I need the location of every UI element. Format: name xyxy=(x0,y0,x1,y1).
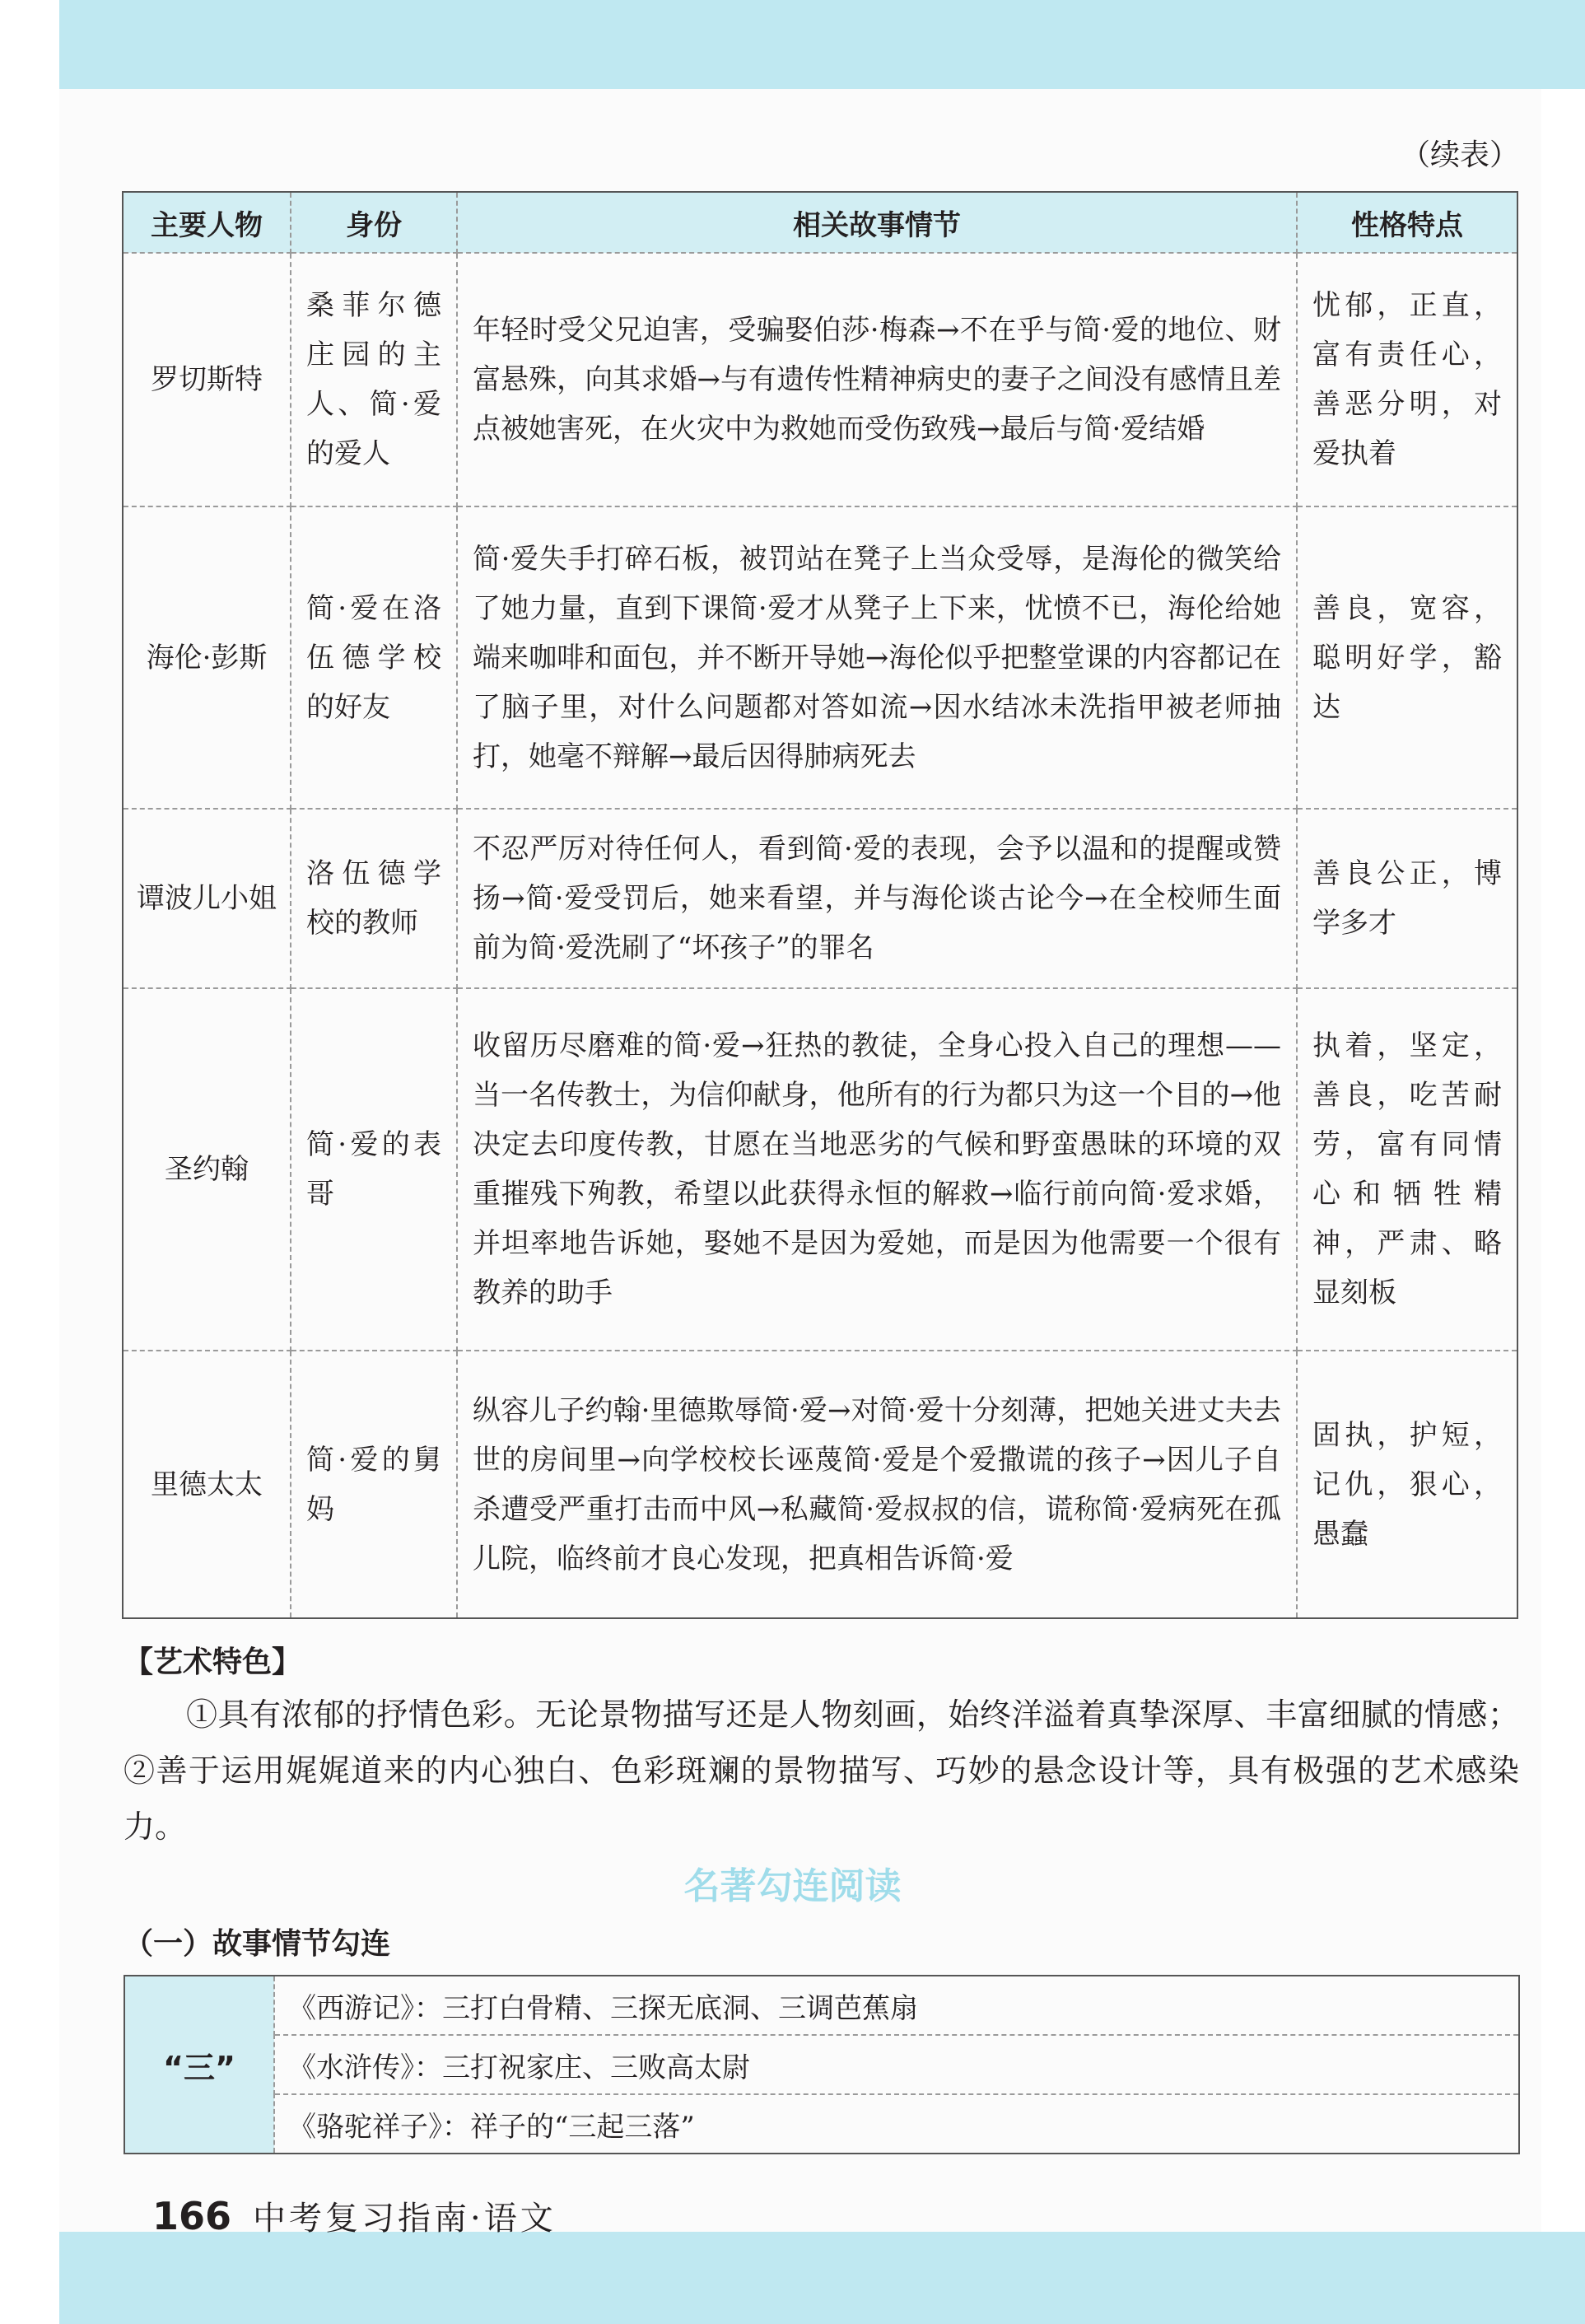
top-color-band xyxy=(0,0,1585,89)
character-plot: 简·爱失手打碎石板，被罚站在凳子上当众受辱，是海伦的微笑给了她力量，直到下课简·爱才从凳子上下来，忧愤不已，海伦给她端来咖啡和面包，并不断开导她→海伦似乎把整堂课的内容都记在了脑子里，对什么问题都对答如流→因水结冰未洗指甲被老师抽打，她毫不辩解→最后因得肺病死去 xyxy=(457,506,1297,809)
character-identity: 桑菲尔德庄园的主人、简·爱的爱人 xyxy=(291,253,457,506)
link-item: 《水浒传》：三打祝家庄、三败高太尉 xyxy=(274,2035,1519,2094)
table-row xyxy=(123,1351,1517,1618)
table-row xyxy=(124,1976,1519,2035)
table-row xyxy=(123,988,1517,1351)
page-number: 166 xyxy=(152,2194,232,2238)
character-plot: 纵容儿子约翰·里德欺辱简·爱→对简·爱十分刻薄，把她关进丈夫去世的房间里→向学校校长诬蔑简·爱是个爱撒谎的孩子→因儿子自杀遭受严重打击而中风→私藏简·爱叔叔的信，谎称简·爱病死在孤儿院，临终前才良心发现，把真相告诉简·爱 xyxy=(457,1351,1297,1618)
character-identity: 简·爱的舅妈 xyxy=(291,1351,457,1618)
table-row xyxy=(124,2035,1519,2094)
character-table xyxy=(122,191,1518,1619)
character-traits: 执着，坚定，善良，吃苦耐劳，富有同情心和牺牲精神，严肃、略显刻板 xyxy=(1297,988,1517,1351)
link-item: 《西游记》：三打白骨精、三探无底洞、三调芭蕉扇 xyxy=(274,1976,1519,2035)
page-footer xyxy=(152,2192,557,2239)
character-traits: 善良公正，博学多才 xyxy=(1297,809,1517,988)
character-name: 海伦·彭斯 xyxy=(123,506,291,809)
header-character: 主要人物 xyxy=(123,192,291,253)
table-header-row xyxy=(123,192,1517,253)
table-row xyxy=(123,506,1517,809)
table-row xyxy=(123,809,1517,988)
character-traits: 固执，护短，记仇，狠心，愚蠢 xyxy=(1297,1351,1517,1618)
character-plot: 收留历尽磨难的简·爱→狂热的教徒，全身心投入自己的理想——当一名传教士，为信仰献身，他所有的行为都只为这一个目的→他决定去印度传教，甘愿在当地恶劣的气候和野蛮愚昧的环境的双重摧残下殉教，希望以此获得永恒的解救→临行前向简·爱求婚，并坦率地告诉她，娶她不是因为爱她，而是因为他需要一个很有教养的助手 xyxy=(457,988,1297,1351)
header-plot: 相关故事情节 xyxy=(457,192,1297,253)
character-traits: 忧郁，正直，富有责任心，善恶分明，对爱执着 xyxy=(1297,253,1517,506)
plot-link-table xyxy=(124,1975,1520,2154)
character-identity: 简·爱的表哥 xyxy=(291,988,457,1351)
section-title: 名著勾连阅读 xyxy=(683,1865,902,1907)
character-name: 罗切斯特 xyxy=(123,253,291,506)
book-title: 中考复习指南·语文 xyxy=(253,2200,557,2238)
table-row xyxy=(123,253,1517,506)
link-item: 《骆驼祥子》：祥子的“三起三落” xyxy=(274,2094,1519,2154)
art-features-heading: 【艺术特色】 xyxy=(124,1645,302,1679)
header-traits: 性格特点 xyxy=(1297,192,1517,253)
character-identity: 简·爱在洛伍德学校的好友 xyxy=(291,506,457,809)
continued-label: （续表） xyxy=(1400,138,1519,172)
table-row xyxy=(124,2094,1519,2154)
character-name: 谭波儿小姐 xyxy=(123,809,291,988)
character-plot: 不忍严厉对待任何人，看到简·爱的表现，会予以温和的提醒或赞扬→简·爱受罚后，她来看望，并与海伦谈古论今→在全校师生面前为简·爱洗刷了“坏孩子”的罪名 xyxy=(457,809,1297,988)
character-name: 圣约翰 xyxy=(123,988,291,1351)
character-name: 里德太太 xyxy=(123,1351,291,1618)
art-features-text: ①具有浓郁的抒情色彩。无论景物描写还是人物刻画，始终洋溢着真挚深厚、丰富细腻的情感；②善于运用娓娓道来的内心独白、色彩斑斓的景物描写、巧妙的悬念设计等，具有极强的艺术感染力。 xyxy=(124,1696,1519,1845)
left-margin xyxy=(0,0,59,2324)
subsection-heading: （一）故事情节勾连 xyxy=(124,1927,391,1961)
character-plot: 年轻时受父兄迫害，受骗娶伯莎·梅森→不在乎与简·爱的地位、财富悬殊，向其求婚→与有遗传性精神病史的妻子之间没有感情且差点被她害死，在火灾中为救她而受伤致残→最后与简·爱结婚 xyxy=(457,253,1297,506)
character-identity: 洛伍德学校的教师 xyxy=(291,809,457,988)
character-traits: 善良，宽容，聪明好学，豁达 xyxy=(1297,506,1517,809)
link-key: “三” xyxy=(124,1976,274,2154)
bottom-color-band xyxy=(0,2232,1585,2324)
header-identity: 身份 xyxy=(291,192,457,253)
